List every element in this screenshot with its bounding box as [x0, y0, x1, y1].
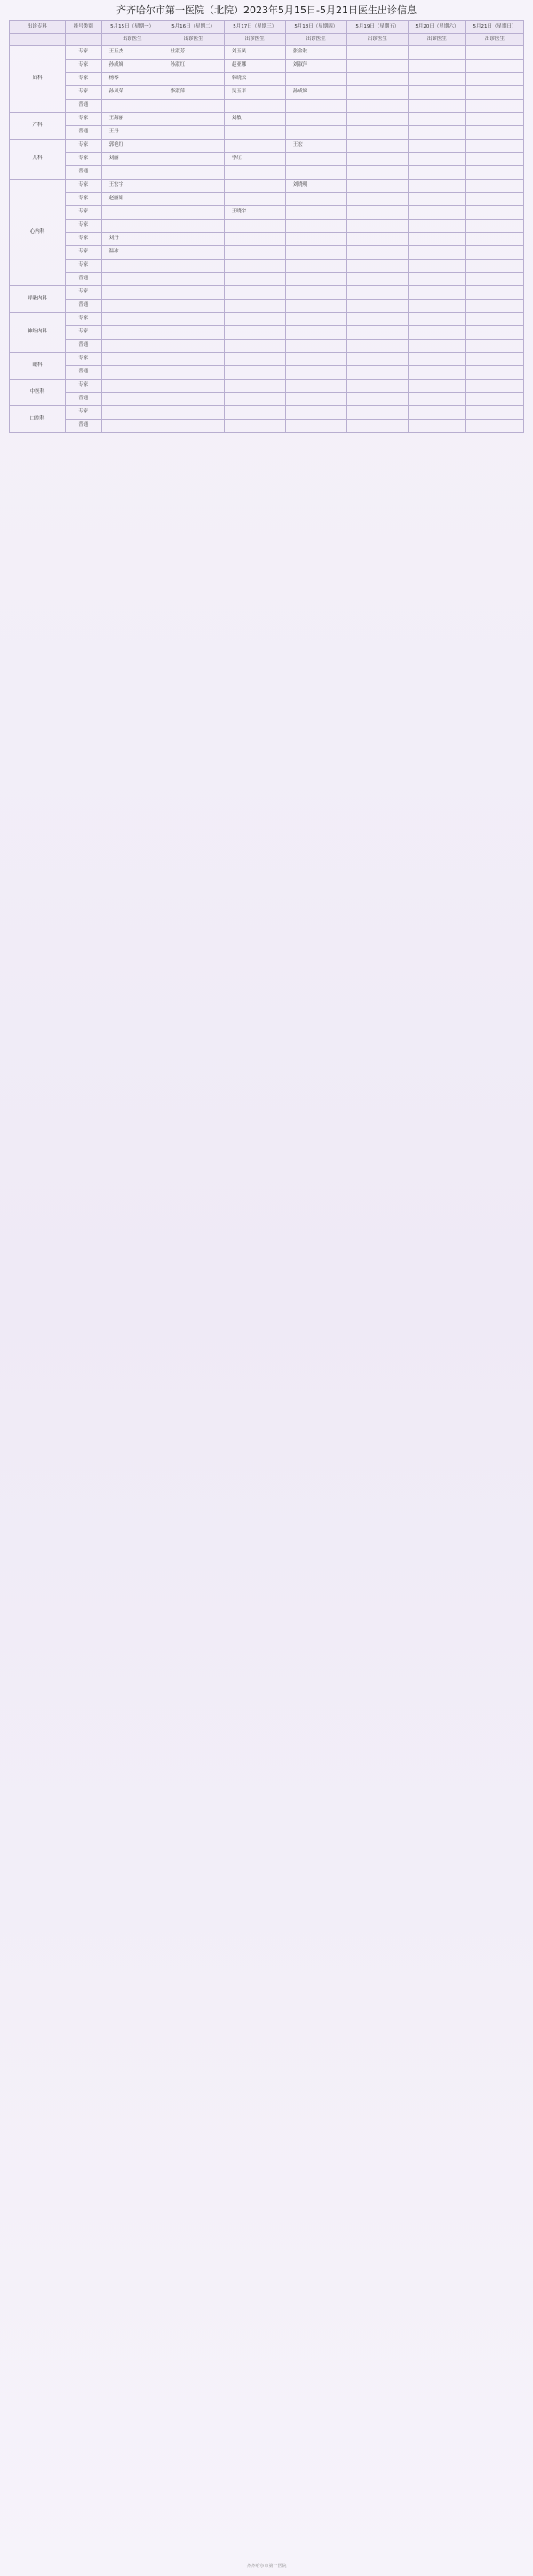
doctor-cell [101, 100, 163, 113]
doctor-cell [408, 340, 465, 353]
doctor-cell [285, 326, 346, 340]
doctor-cell: 王海丽 [101, 113, 163, 126]
doctor-cell: 刘敏 [224, 113, 285, 126]
doctor-cell [465, 140, 523, 153]
doctor-cell: 刘玉凤 [224, 46, 285, 60]
doctor-cell [346, 73, 408, 86]
doctor-cell [101, 340, 163, 353]
doctor-cell [465, 300, 523, 313]
doctor-cell [285, 260, 346, 273]
column-subheader [65, 34, 101, 46]
table-row [10, 100, 524, 113]
doctor-cell [163, 406, 224, 420]
type-cell: 专家 [65, 353, 101, 366]
doctor-cell [346, 366, 408, 380]
doctor-cell [465, 126, 523, 140]
table-row [10, 180, 524, 193]
doctor-cell [101, 380, 163, 393]
doctor-cell: 刘晓明 [285, 180, 346, 193]
type-cell: 专家 [65, 313, 101, 326]
doctor-cell [163, 233, 224, 246]
doctor-cell [224, 406, 285, 420]
table-row [10, 140, 524, 153]
doctor-cell [101, 313, 163, 326]
doctor-cell [408, 140, 465, 153]
doctor-cell [224, 326, 285, 340]
type-cell: 专家 [65, 193, 101, 206]
doctor-cell: 王晓宇 [224, 206, 285, 220]
column-header: 5月20日（星期六） [408, 21, 465, 34]
doctor-cell: 王丹 [101, 126, 163, 140]
table-row [10, 60, 524, 73]
doctor-cell [408, 353, 465, 366]
doctor-cell [346, 260, 408, 273]
doctor-cell [465, 220, 523, 233]
doctor-cell [408, 180, 465, 193]
doctor-cell [224, 366, 285, 380]
doctor-cell [346, 140, 408, 153]
dept-cell: 神经内科 [10, 313, 66, 353]
type-cell: 专家 [65, 246, 101, 260]
type-cell: 专家 [65, 260, 101, 273]
doctor-cell [285, 286, 346, 300]
doctor-cell: 李红 [224, 153, 285, 166]
table-row [10, 406, 524, 420]
doctor-cell [465, 46, 523, 60]
column-subheader: 出诊医生 [285, 34, 346, 46]
doctor-cell [285, 73, 346, 86]
doctor-cell [346, 193, 408, 206]
type-cell: 专家 [65, 286, 101, 300]
table-row [10, 206, 524, 220]
doctor-cell [101, 406, 163, 420]
doctor-cell [224, 420, 285, 433]
doctor-cell [285, 206, 346, 220]
footer: 齐齐哈尔市第一医院 [246, 2564, 287, 2569]
doctor-cell [346, 420, 408, 433]
doctor-cell [163, 300, 224, 313]
doctor-cell [163, 73, 224, 86]
doctor-cell [163, 286, 224, 300]
doctor-cell: 王玉杰 [101, 46, 163, 60]
table-row [10, 86, 524, 100]
table-row [10, 353, 524, 366]
doctor-cell [163, 366, 224, 380]
doctor-cell [163, 166, 224, 180]
column-subheader [10, 34, 66, 46]
doctor-cell [224, 340, 285, 353]
doctor-cell [101, 326, 163, 340]
doctor-cell [408, 233, 465, 246]
page-title: 齐齐哈尔市第一医院（北院）2023年5月15日-5月21日医生出诊信息 [116, 4, 417, 16]
doctor-cell: 刘丽 [101, 153, 163, 166]
doctor-cell [465, 286, 523, 300]
dept-cell: 中医科 [10, 380, 66, 406]
doctor-cell [408, 380, 465, 393]
type-cell: 专家 [65, 206, 101, 220]
doctor-cell [408, 220, 465, 233]
table-row [10, 313, 524, 326]
doctor-cell: 孙成娣 [101, 60, 163, 73]
doctor-cell [408, 60, 465, 73]
doctor-cell [465, 86, 523, 100]
doctor-cell: 韩晓云 [224, 73, 285, 86]
type-cell: 专家 [65, 233, 101, 246]
doctor-cell: 李淑萍 [163, 86, 224, 100]
dept-cell: 儿科 [10, 140, 66, 180]
doctor-cell: 孙淑红 [163, 60, 224, 73]
doctor-cell [285, 100, 346, 113]
doctor-cell [408, 46, 465, 60]
doctor-cell [163, 420, 224, 433]
doctor-cell [408, 260, 465, 273]
doctor-cell [465, 326, 523, 340]
doctor-cell [101, 286, 163, 300]
doctor-cell [285, 393, 346, 406]
type-cell: 专家 [65, 153, 101, 166]
doctor-cell [163, 353, 224, 366]
doctor-cell [163, 180, 224, 193]
doctor-cell [285, 246, 346, 260]
doctor-cell [465, 406, 523, 420]
doctor-cell [408, 153, 465, 166]
dept-cell: 产科 [10, 113, 66, 140]
type-cell: 专家 [65, 406, 101, 420]
table-row [10, 273, 524, 286]
doctor-cell [101, 206, 163, 220]
doctor-cell: 孙成娣 [285, 86, 346, 100]
table-row [10, 246, 524, 260]
doctor-cell [285, 166, 346, 180]
doctor-cell [346, 206, 408, 220]
doctor-cell [346, 86, 408, 100]
table-row [10, 300, 524, 313]
doctor-cell [408, 113, 465, 126]
dept-cell: 妇科 [10, 46, 66, 113]
doctor-cell [224, 313, 285, 326]
doctor-cell [101, 393, 163, 406]
doctor-cell [346, 246, 408, 260]
column-header: 5月19日（星期五） [346, 21, 408, 34]
doctor-cell [408, 73, 465, 86]
doctor-cell [346, 46, 408, 60]
doctor-cell [285, 233, 346, 246]
doctor-cell [224, 260, 285, 273]
doctor-cell [465, 273, 523, 286]
table-row [10, 126, 524, 140]
doctor-cell [408, 300, 465, 313]
doctor-cell [101, 366, 163, 380]
type-cell: 普通 [65, 100, 101, 113]
doctor-cell [346, 406, 408, 420]
doctor-cell [346, 326, 408, 340]
type-cell: 专家 [65, 140, 101, 153]
doctor-cell [163, 193, 224, 206]
doctor-cell [408, 366, 465, 380]
doctor-cell [346, 380, 408, 393]
type-cell: 普通 [65, 393, 101, 406]
doctor-cell [285, 406, 346, 420]
doctor-cell [163, 206, 224, 220]
type-cell: 专家 [65, 60, 101, 73]
doctor-cell [465, 180, 523, 193]
type-cell: 专家 [65, 113, 101, 126]
table-row [10, 46, 524, 60]
table-row [10, 420, 524, 433]
subheader-row [10, 34, 524, 46]
doctor-cell [163, 246, 224, 260]
doctor-cell [224, 286, 285, 300]
doctor-cell [408, 206, 465, 220]
doctor-cell [465, 233, 523, 246]
doctor-cell [408, 313, 465, 326]
doctor-cell: 赵亚娜 [224, 60, 285, 73]
column-header: 5月21日（星期日） [465, 21, 523, 34]
doctor-cell [163, 260, 224, 273]
doctor-cell [163, 313, 224, 326]
doctor-cell [408, 86, 465, 100]
table-row [10, 260, 524, 273]
doctor-cell [224, 126, 285, 140]
doctor-cell [346, 113, 408, 126]
table-row [10, 393, 524, 406]
type-cell: 专家 [65, 220, 101, 233]
doctor-cell: 杨琴 [101, 73, 163, 86]
doctor-cell [224, 273, 285, 286]
type-cell: 专家 [65, 380, 101, 393]
table-row [10, 286, 524, 300]
column-header: 出诊专科 [10, 21, 66, 34]
schedule-table-wrapper [9, 20, 524, 433]
doctor-cell [163, 140, 224, 153]
type-cell: 普通 [65, 126, 101, 140]
dept-cell: 呼吸内科 [10, 286, 66, 313]
column-subheader: 出诊医生 [224, 34, 285, 46]
doctor-cell [346, 153, 408, 166]
table-row [10, 166, 524, 180]
doctor-cell [224, 393, 285, 406]
doctor-cell [346, 180, 408, 193]
doctor-cell [163, 220, 224, 233]
doctor-cell [346, 340, 408, 353]
doctor-cell [346, 393, 408, 406]
type-cell: 普通 [65, 340, 101, 353]
doctor-cell [101, 420, 163, 433]
doctor-cell [465, 393, 523, 406]
doctor-cell [101, 273, 163, 286]
type-cell: 专家 [65, 86, 101, 100]
doctor-cell [285, 340, 346, 353]
doctor-cell [224, 220, 285, 233]
doctor-cell [465, 380, 523, 393]
doctor-cell [224, 246, 285, 260]
doctor-cell [101, 260, 163, 273]
doctor-cell [408, 273, 465, 286]
doctor-cell [285, 380, 346, 393]
doctor-cell [346, 353, 408, 366]
doctor-cell [163, 126, 224, 140]
type-cell: 专家 [65, 180, 101, 193]
table-row [10, 113, 524, 126]
doctor-cell: 温冰 [101, 246, 163, 260]
type-cell: 专家 [65, 326, 101, 340]
doctor-cell [224, 166, 285, 180]
doctor-cell [408, 393, 465, 406]
doctor-cell [346, 220, 408, 233]
doctor-cell [408, 286, 465, 300]
column-subheader: 出诊医生 [408, 34, 465, 46]
doctor-cell [285, 153, 346, 166]
doctor-cell [224, 100, 285, 113]
doctor-cell [346, 273, 408, 286]
column-subheader: 出诊医生 [163, 34, 224, 46]
type-cell: 普通 [65, 366, 101, 380]
doctor-cell [285, 220, 346, 233]
doctor-cell [101, 353, 163, 366]
doctor-cell: 杜淑芳 [163, 46, 224, 60]
type-cell: 专家 [65, 46, 101, 60]
doctor-cell [465, 100, 523, 113]
doctor-cell [346, 233, 408, 246]
doctor-cell [163, 273, 224, 286]
table-row [10, 153, 524, 166]
doctor-cell [285, 126, 346, 140]
doctor-cell [346, 166, 408, 180]
table-row [10, 220, 524, 233]
doctor-cell [224, 353, 285, 366]
doctor-cell [465, 313, 523, 326]
dept-cell: 眼科 [10, 353, 66, 380]
doctor-cell [101, 300, 163, 313]
doctor-cell [465, 353, 523, 366]
doctor-cell [285, 366, 346, 380]
doctor-cell [346, 126, 408, 140]
doctor-cell: 赵丽娟 [101, 193, 163, 206]
doctor-cell: 刘丹 [101, 233, 163, 246]
doctor-cell [285, 113, 346, 126]
doctor-cell [346, 60, 408, 73]
doctor-cell [285, 313, 346, 326]
doctor-cell [285, 353, 346, 366]
doctor-cell [101, 166, 163, 180]
table-row [10, 233, 524, 246]
doctor-cell [224, 193, 285, 206]
doctor-cell: 王宏 [285, 140, 346, 153]
column-subheader: 出诊医生 [465, 34, 523, 46]
doctor-cell [465, 60, 523, 73]
doctor-cell [163, 153, 224, 166]
type-cell: 普通 [65, 166, 101, 180]
doctor-cell [408, 246, 465, 260]
column-header: 挂号类别 [65, 21, 101, 34]
column-header: 5月18日（星期四） [285, 21, 346, 34]
type-cell: 普通 [65, 420, 101, 433]
doctor-cell [465, 246, 523, 260]
doctor-cell [285, 193, 346, 206]
table-row [10, 366, 524, 380]
doctor-cell [408, 406, 465, 420]
type-cell: 专家 [65, 73, 101, 86]
doctor-cell: 刘淑萍 [285, 60, 346, 73]
doctor-cell [285, 420, 346, 433]
doctor-cell [346, 313, 408, 326]
header-row [10, 21, 524, 34]
doctor-cell [224, 233, 285, 246]
type-cell: 普通 [65, 273, 101, 286]
doctor-cell [163, 113, 224, 126]
doctor-cell [285, 300, 346, 313]
doctor-cell [465, 340, 523, 353]
doctor-cell [224, 380, 285, 393]
table-row [10, 340, 524, 353]
doctor-cell [163, 380, 224, 393]
doctor-cell [465, 113, 523, 126]
table-row [10, 193, 524, 206]
doctor-cell [163, 100, 224, 113]
table-row [10, 326, 524, 340]
column-subheader: 出诊医生 [346, 34, 408, 46]
dept-cell: 口腔科 [10, 406, 66, 433]
doctor-cell: 王宏宇 [101, 180, 163, 193]
doctor-cell [465, 193, 523, 206]
doctor-cell [465, 420, 523, 433]
doctor-cell: 郭艳红 [101, 140, 163, 153]
table-row [10, 73, 524, 86]
column-header: 5月15日（星期一） [101, 21, 163, 34]
doctor-cell [163, 326, 224, 340]
doctor-cell [285, 273, 346, 286]
doctor-cell [346, 100, 408, 113]
doctor-cell [101, 220, 163, 233]
doctor-cell [224, 300, 285, 313]
dept-cell: 心内科 [10, 180, 66, 286]
column-header: 5月16日（星期二） [163, 21, 224, 34]
doctor-cell [408, 420, 465, 433]
doctor-cell [163, 340, 224, 353]
doctor-cell [408, 326, 465, 340]
doctor-cell [224, 180, 285, 193]
doctor-cell: 吴玉平 [224, 86, 285, 100]
doctor-cell: 孙凤荣 [101, 86, 163, 100]
doctor-cell [408, 100, 465, 113]
doctor-cell [224, 140, 285, 153]
table-row [10, 380, 524, 393]
column-header: 5月17日（星期三） [224, 21, 285, 34]
schedule-table [9, 20, 524, 433]
doctor-cell [465, 166, 523, 180]
doctor-cell [465, 206, 523, 220]
doctor-cell [408, 166, 465, 180]
doctor-cell [346, 286, 408, 300]
doctor-cell [163, 393, 224, 406]
type-cell: 普通 [65, 300, 101, 313]
doctor-cell [465, 260, 523, 273]
doctor-cell [465, 153, 523, 166]
doctor-cell: 张金秋 [285, 46, 346, 60]
doctor-cell [408, 193, 465, 206]
doctor-cell [408, 126, 465, 140]
doctor-cell [465, 366, 523, 380]
column-subheader: 出诊医生 [101, 34, 163, 46]
doctor-cell [346, 300, 408, 313]
doctor-cell [465, 73, 523, 86]
